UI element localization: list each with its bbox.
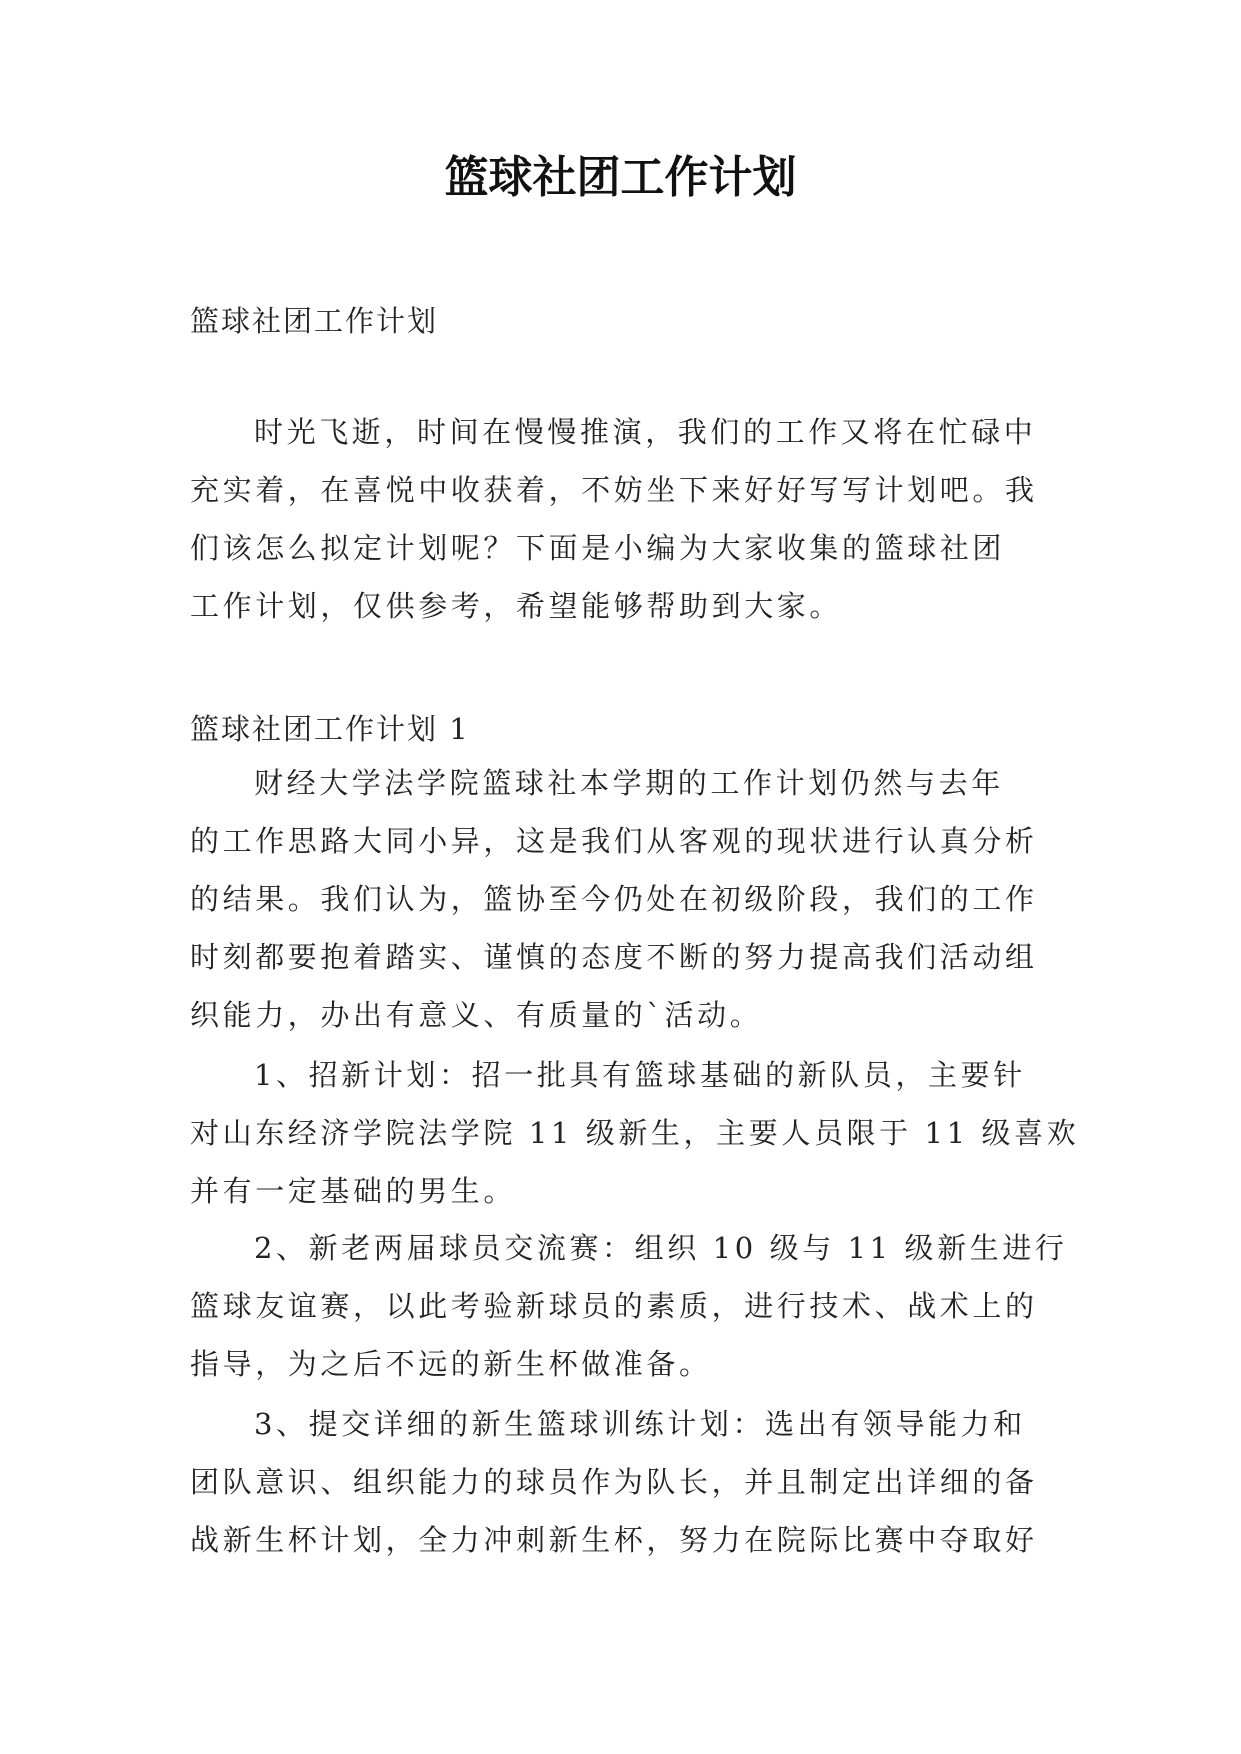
paragraph-line: 指导，为之后不远的新生杯做准备。 bbox=[190, 1347, 712, 1381]
intro-paragraph bbox=[190, 403, 1050, 635]
paragraph-line: 工作计划，仅供参考，希望能够帮助到大家。 bbox=[190, 589, 843, 623]
paragraph-line: 时刻都要抱着踏实、谨慎的态度不断的努力提高我们活动组 bbox=[190, 940, 1038, 974]
paragraph-line: 团队意识、组织能力的球员作为队长，并且制定出详细的备 bbox=[190, 1465, 1038, 1499]
paragraph-line: 对山东经济学院法学院 11 级新生，主要人员限于 11 级喜欢 bbox=[190, 1116, 1080, 1150]
body-paragraph-1 bbox=[190, 754, 1050, 1044]
paragraph-line: 3、提交详细的新生篮球训练计划：选出有领导能力和 bbox=[254, 1407, 1026, 1441]
paragraph-line: 财经大学法学院篮球社本学期的工作计划仍然与去年 bbox=[254, 766, 1004, 800]
document-title: 篮球社团工作计划 bbox=[444, 152, 797, 203]
paragraph-line: 充实着，在喜悦中收获着，不妨坐下来好好写写计划吧。我 bbox=[190, 473, 1038, 507]
document-subtitle: 篮球社团工作计划 bbox=[190, 304, 439, 338]
paragraph-line: 并有一定基础的男生。 bbox=[190, 1174, 517, 1208]
body-paragraph-3 bbox=[190, 1219, 1068, 1393]
paragraph-line: 的结果。我们认为，篮协至今仍处在初级阶段，我们的工作 bbox=[190, 882, 1038, 916]
paragraph-line: 们该怎么拟定计划呢？下面是小编为大家收集的篮球社团 bbox=[190, 531, 1006, 565]
paragraph-line: 1、招新计划：招一批具有篮球基础的新队员，主要针 bbox=[254, 1058, 1026, 1092]
body-paragraph-4 bbox=[190, 1395, 1050, 1569]
paragraph-line: 2、新老两届球员交流赛：组织 10 级与 11 级新生进行 bbox=[254, 1231, 1068, 1265]
body-paragraph-2 bbox=[190, 1046, 1080, 1220]
section-heading: 篮球社团工作计划 1 bbox=[190, 712, 470, 746]
paragraph-line: 时光飞逝，时间在慢慢推演，我们的工作又将在忙碌中 bbox=[254, 415, 1037, 449]
paragraph-line: 战新生杯计划，全力冲刺新生杯，努力在院际比赛中夺取好 bbox=[190, 1523, 1038, 1557]
paragraph-line: 织能力，办出有意义、有质量的`活动。 bbox=[190, 998, 763, 1032]
paragraph-line: 的工作思路大同小异，这是我们从客观的现状进行认真分析 bbox=[190, 824, 1038, 858]
paragraph-line: 篮球友谊赛，以此考验新球员的素质，进行技术、战术上的 bbox=[190, 1289, 1038, 1323]
